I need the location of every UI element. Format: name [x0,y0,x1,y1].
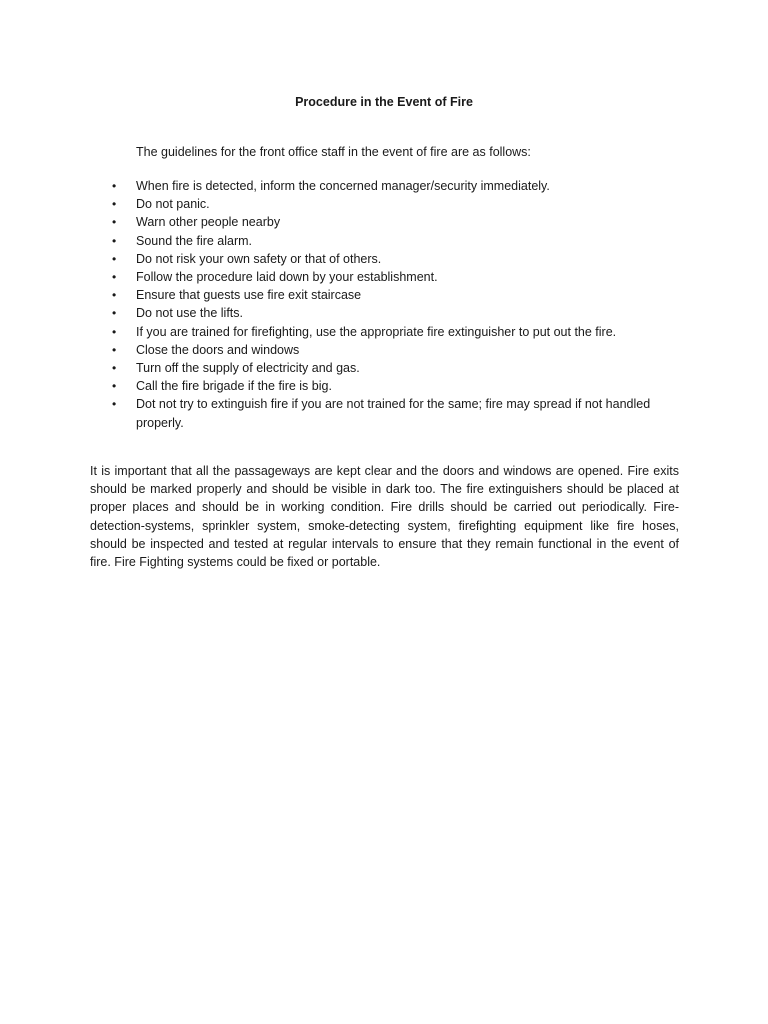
list-item [112,195,682,213]
bullet-icon: • [112,361,117,376]
list-item [112,395,682,431]
list-item [112,286,682,304]
list-item-text: Follow the procedure laid down by your establishment. [136,270,438,285]
bullet-icon: • [112,306,117,321]
bullet-icon: • [112,233,117,248]
list-item-text: When fire is detected, inform the concerned manager/security immediately. [136,179,550,193]
document-title: Procedure in the Event of Fire [295,95,473,109]
list-item [112,213,682,231]
list-item [112,250,682,268]
body-paragraph: It is important that all the passageways are kept clear and the doors and windows are opened. Fire exits should be marked properly and should be visible in dark too. The fire extinguishers should be placed at proper places and should be in working condition. Fire drills should be carried out periodically. Fire-detection-systems, sprinkler system, smoke-detecting system, firefighting equipment like fire hoses, should be inspected and tested at regular intervals to ensure that they remain functional in the event of fire. Fire Fighting systems could be fixed or portable. [90,464,679,570]
list-item [112,304,682,322]
guidelines-list [112,177,682,432]
list-item [112,377,682,395]
list-item-text: Do not use the lifts. [136,306,244,321]
list-item-text: Do not risk your own safety or that of others. [136,251,382,266]
list-item-text: Turn off the supply of electricity and gas. [136,361,360,376]
list-item-text: Dot not try to extinguish fire if you are not trained for the same; fire may spread if not handled properly. [136,397,651,430]
bullet-icon: • [112,197,117,212]
list-item [112,232,682,250]
bullet-icon: • [112,342,117,357]
bullet-icon: • [112,270,117,285]
list-item-text: If you are trained for firefighting, use the appropriate fire extinguisher to put out the fire. [136,324,617,339]
bullet-icon: • [112,288,117,303]
list-item [112,268,682,286]
list-item [112,359,682,377]
bullet-icon: • [112,179,117,193]
bullet-icon: • [112,397,117,412]
list-item-text: Do not panic. [136,197,210,212]
list-item-text: Sound the fire alarm. [136,233,253,248]
list-item-text: Call the fire brigade if the fire is big. [136,379,332,394]
list-item [112,341,682,359]
bullet-icon: • [112,251,117,266]
bullet-icon: • [112,379,117,394]
bullet-icon: • [112,215,117,230]
list-item [112,177,682,195]
list-item-text: Close the doors and windows [136,342,300,357]
list-item-text: Ensure that guests use fire exit staircase [136,288,362,303]
bullet-icon: • [112,324,117,339]
list-item [112,323,682,341]
list-item-text: Warn other people nearby [136,215,281,230]
intro-text: The guidelines for the front office staff in the event of fire are as follows: [136,145,531,159]
